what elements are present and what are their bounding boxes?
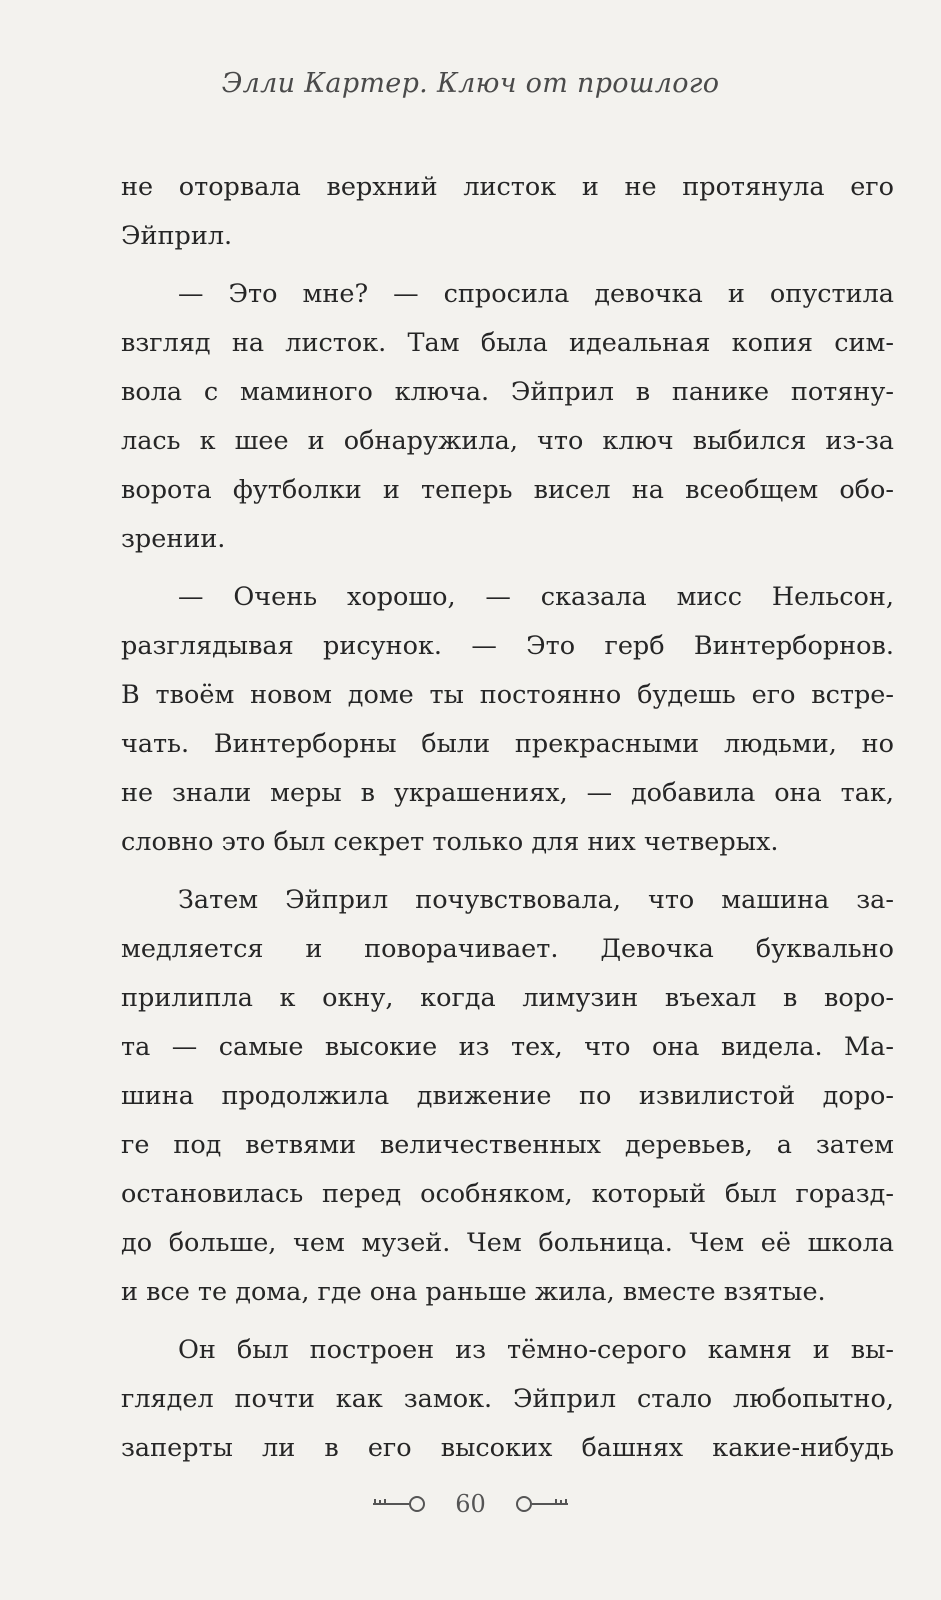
text-line: словно это был секрет только для них четверых. [121, 827, 779, 857]
text-line: — Очень хорошо, — сказала мисс Нельсон, [178, 582, 894, 612]
text-line: та — самые высокие из тех, что она видела. Ма- [121, 1032, 894, 1062]
text-line: глядел почти как замок. Эйприл стало любопытно, [121, 1384, 894, 1414]
text-line: остановилась перед особняком, который был горазд- [121, 1179, 894, 1209]
text-line: до больше, чем музей. Чем больница. Чем её школа [121, 1228, 894, 1258]
page-number: 60 [455, 1490, 486, 1518]
running-header: Элли Картер. Ключ от прошлого [221, 68, 720, 99]
text-line: Он был построен из тёмно-серого камня и вы- [178, 1335, 894, 1365]
text-line: и все те дома, где она раньше жила, вместе взятые. [121, 1277, 826, 1307]
text-line: ворота футболки и теперь висел на всеобщем обо- [121, 475, 894, 505]
text-line: ге под ветвями величественных деревьев, а затем [121, 1130, 894, 1160]
text-line: не оторвала верхний листок и не протянула его [121, 172, 894, 202]
body-text [121, 163, 894, 1473]
text-line: Эйприл. [121, 221, 233, 251]
text-line: взгляд на листок. Там была идеальная копия сим- [121, 328, 894, 358]
text-line: не знали меры в украшениях, — добавила она так, [121, 778, 894, 808]
text-line: Затем Эйприл почувствовала, что машина за- [178, 885, 894, 915]
text-line: заперты ли в его высоких башнях какие-нибудь [121, 1433, 894, 1463]
text-line: разглядывая рисунок. — Это герб Винтерборнов. [121, 631, 894, 661]
page-footer [0, 1484, 941, 1524]
text-line: шина продолжила движение по извилистой доро- [121, 1081, 894, 1111]
text-line: медляется и поворачивает. Девочка буквально [121, 934, 894, 964]
text-line: чать. Винтерборны были прекрасными людьми, но [121, 729, 894, 759]
text-line: лась к шее и обнаружила, что ключ выбился из-за [121, 426, 894, 456]
text-line: В твоём новом доме ты постоянно будешь его встре- [121, 680, 894, 710]
text-line: зрении. [121, 524, 226, 554]
text-line: — Это мне? — спросила девочка и опустила [178, 279, 894, 309]
key-left-icon [369, 1493, 429, 1515]
key-right-icon [512, 1493, 572, 1515]
text-line: прилипла к окну, когда лимузин въехал в воро- [121, 983, 894, 1013]
text-line: вола с маминого ключа. Эйприл в панике потяну- [121, 377, 894, 407]
